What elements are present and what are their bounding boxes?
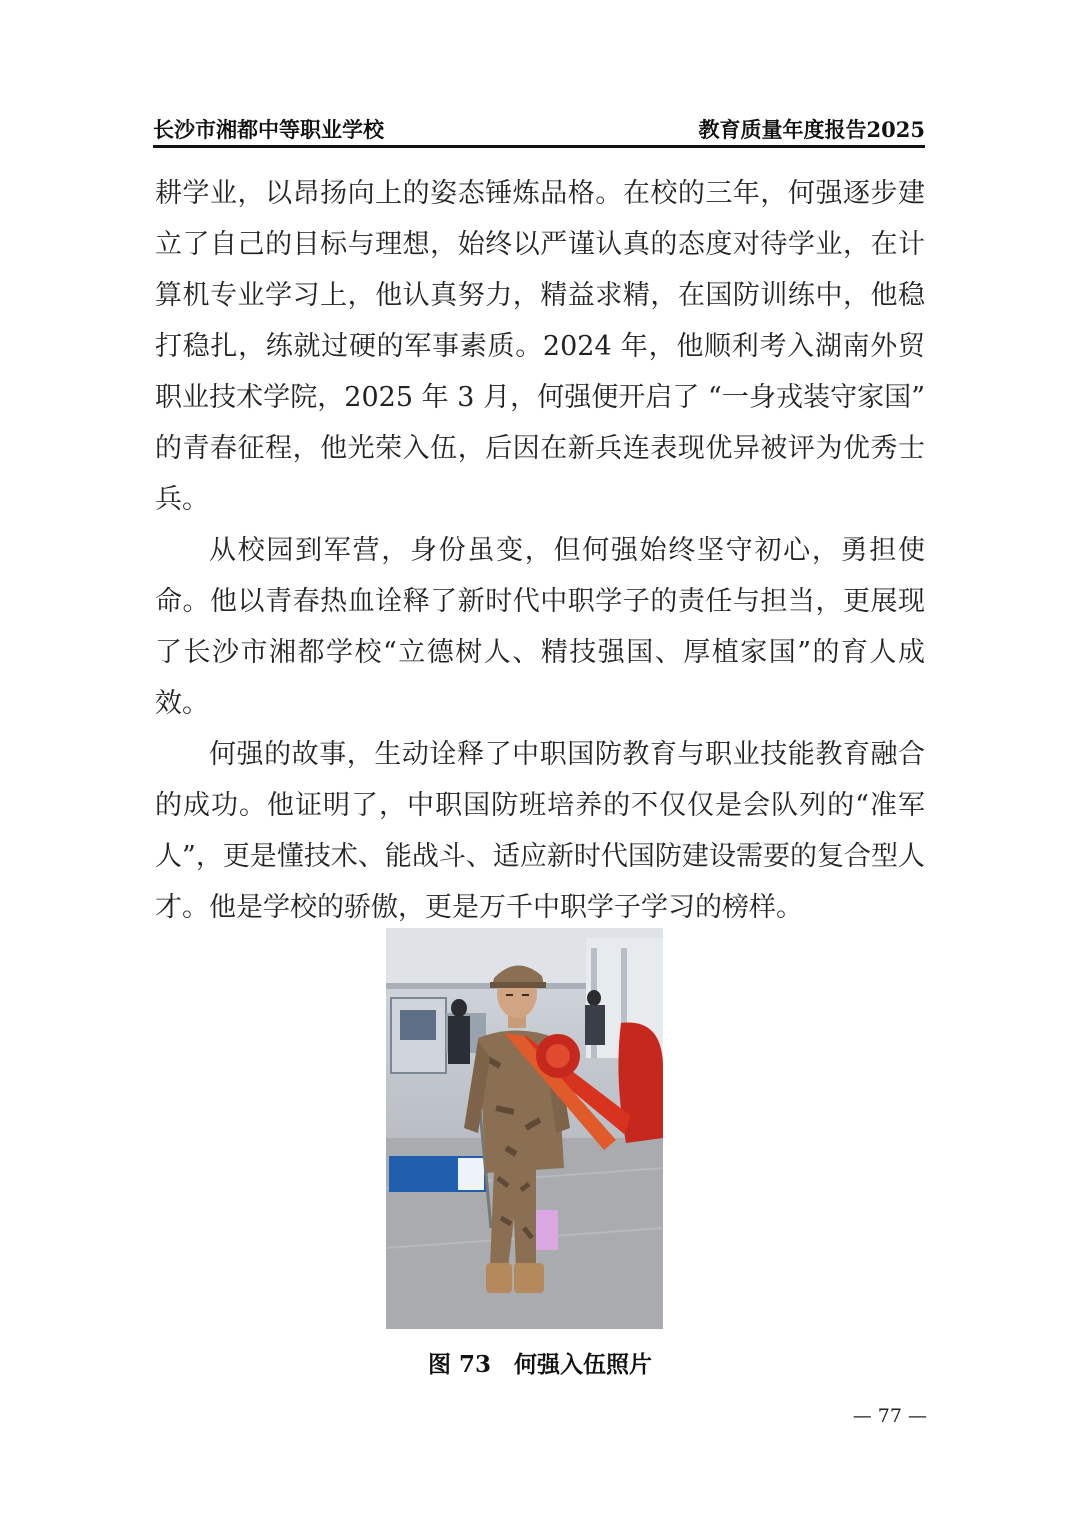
report-title: 教育质量年度报告2025	[698, 117, 925, 142]
photo-illustration	[386, 928, 663, 1329]
school-name: 长沙市湘都中等职业学校	[153, 117, 384, 142]
page-number: — 77 —	[852, 1405, 927, 1427]
paragraph: 何强的故事，生动诠释了中职国防教育与职业技能教育融合的成功。他证明了，中职国防班培养的不仅仅是会队列的“准军人”，更是懂技术、能战斗、适应新时代国防建设需要的复合型人才。他是学校的骄傲，更是万千中职学子学习的榜样。	[155, 739, 925, 923]
paragraph-continued: 耕学业，以昂扬向上的姿态锤炼品格。在校的三年，何强逐步建立了自己的目标与理想，始终以严谨认真的态度对待学业，在计算机专业学习上，他认真努力，精益求精，在国防训练中，他稳打稳扎，练就过硬的军事素质。2024 年，他顺利考入湖南外贸职业技术学院，2025 年 3 月，何强便开启了 “一身戎装守家国” 的青春征程，他光荣入伍，后因在新兵连表现优异被评为优秀士兵。	[155, 178, 925, 515]
paragraph: 从校园到军营，身份虽变，但何强始终坚守初心，勇担使命。他以青春热血诠释了新时代中职学子的责任与担当，更展现了长沙市湘都学校“立德树人、精技强国、厚植家国”的育人成效。	[155, 535, 925, 719]
header-rule	[153, 145, 925, 148]
page-header	[153, 108, 925, 148]
body-text	[155, 168, 925, 933]
soldier-photo	[386, 928, 663, 1329]
figure-caption: 图 73 何强入伍照片	[427, 1351, 652, 1378]
